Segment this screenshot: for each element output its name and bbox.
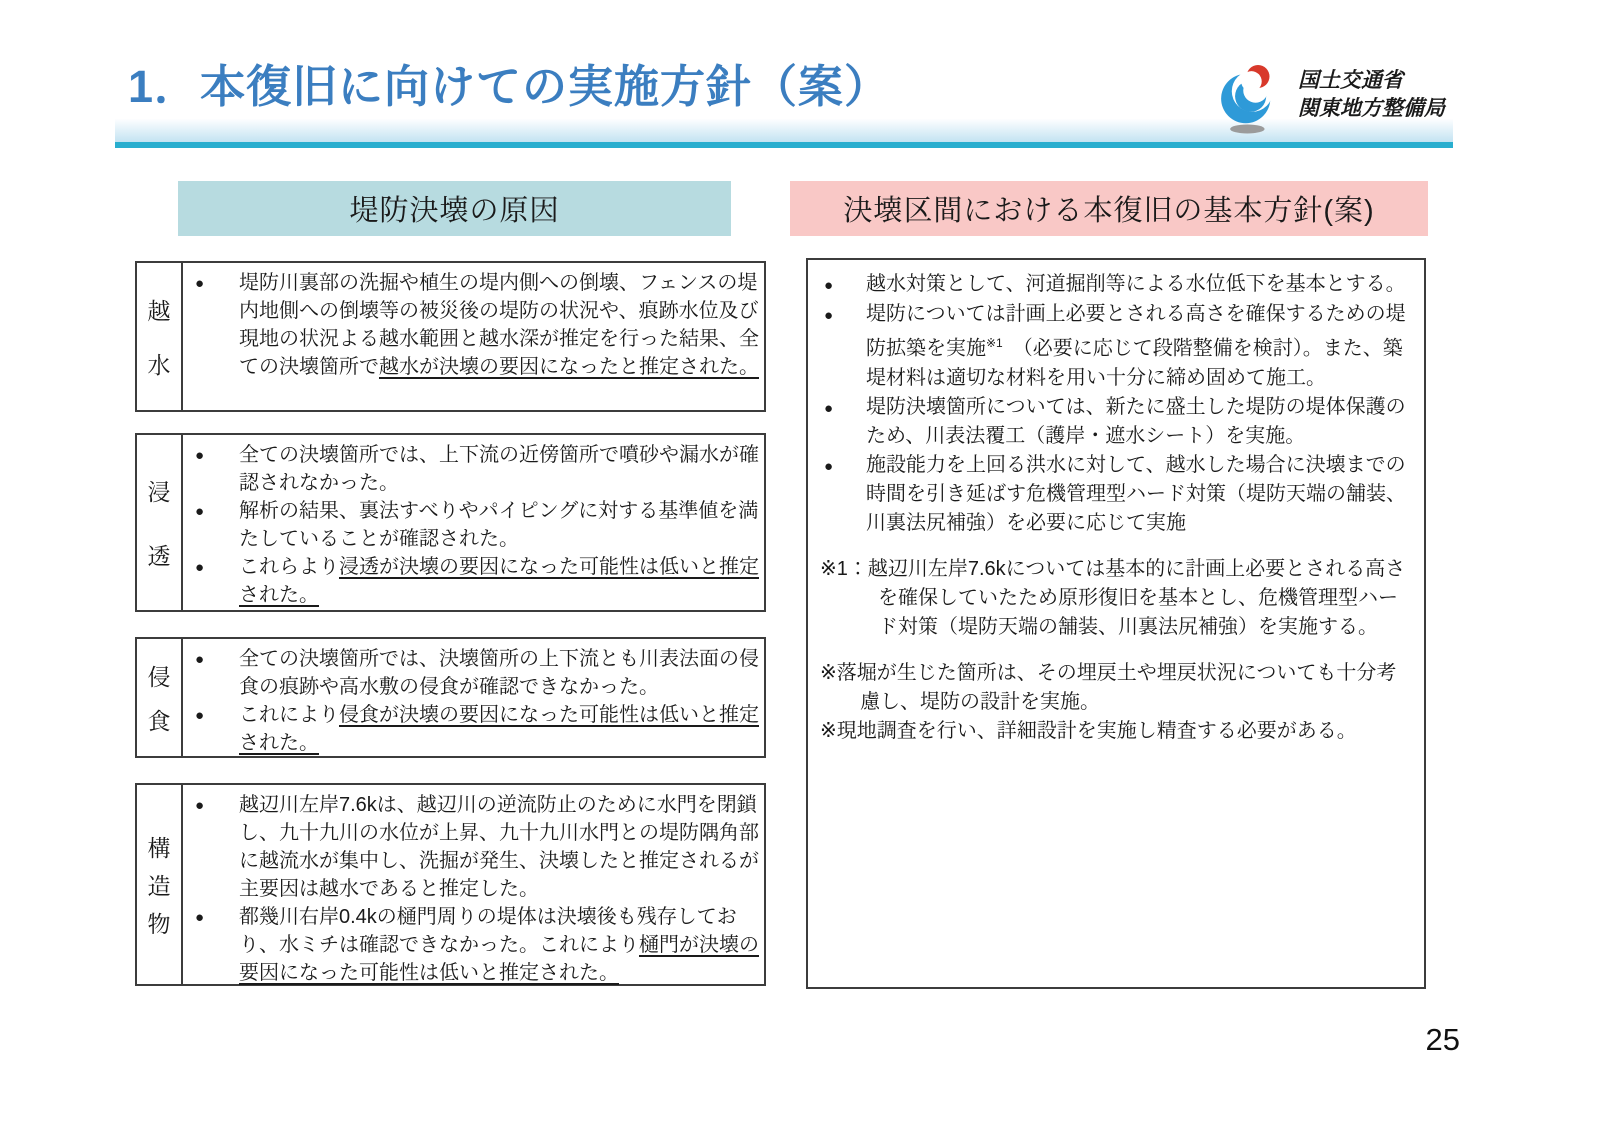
cause-bullet-list — [183, 435, 764, 613]
text-segment: 全ての決壊箇所では、決壊箇所の上下流とも川表法面の侵食の痕跡や高水敷の侵食が確認できなかった。 — [239, 648, 759, 698]
bullet-marker: ● — [195, 559, 205, 576]
category-label-char: 水 — [147, 352, 171, 379]
text-segment: これらより — [239, 556, 339, 578]
policy-bullet-list — [820, 268, 1416, 538]
text-segment: 越辺川左岸7.6kは、越辺川の逆流防止のために水門を閉鎖し、九十九川の水位が上昇、九十九川水門との堤防隅角部に越流水が集中し、洗掘が発生、決壊したと推定されるが主要因は越水であると推定した。 — [239, 794, 759, 900]
organization-names — [1298, 55, 1445, 123]
org-name-line1: 国土交通省 — [1298, 69, 1403, 92]
category-label-char: 越 — [147, 297, 171, 324]
left-column-header: 堤防決壊の原因 — [178, 181, 731, 236]
bullet-text — [239, 645, 760, 701]
footnote-item: ※落堀が生じた箇所は、その埋戻土や埋戻状況についても十分考慮し、堤防の設計を実施。 — [820, 661, 1397, 713]
category-label-char: 食 — [147, 708, 171, 735]
bullet-marker: ● — [195, 909, 205, 926]
organization-block — [1208, 55, 1445, 139]
underlined-text: 侵食が決壊の要因になった可能性は低いと推定された。 — [239, 704, 759, 754]
bullet-marker: ● — [195, 707, 205, 724]
category-label-char: 構 — [147, 835, 171, 861]
text-segment: 解析の結果、裏法すべりやパイピングに対する基準値を満たしていることが確認された。 — [239, 500, 759, 550]
bullet-item — [824, 300, 1416, 393]
category-label — [137, 263, 183, 410]
bullet-item — [824, 451, 1416, 538]
cause-box-body — [183, 263, 764, 410]
bullet-item — [195, 269, 760, 381]
right-column-header: 決壊区間における本復旧の基本方針(案) — [790, 181, 1428, 236]
underlined-text: 浸透が決壊の要因になった可能性は低いと推定された。 — [239, 556, 759, 606]
bullet-marker: ● — [195, 503, 205, 520]
page-number: 25 — [1425, 1022, 1460, 1057]
cause-box-body — [183, 639, 764, 756]
text-segment: 堤防川裏部の洗掘や植生の堤内側への倒壊、フェンスの堤内地側への倒壊等の被災後の堤防の状況や、痕跡水位及び現地の状況よる越水範囲と越水深が推定を行った結果、全ての決壊箇所で — [239, 272, 759, 378]
cause-box-1 — [135, 433, 766, 612]
bullet-item — [195, 441, 760, 497]
bullet-marker: ● — [195, 797, 205, 814]
bullet-marker: ● — [824, 399, 834, 417]
underlined-text: 越水が決壊の要因になったと推定された。 — [379, 356, 759, 378]
category-label-char: 透 — [147, 543, 171, 569]
bullet-marker: ● — [195, 651, 205, 668]
bullet-text — [239, 791, 760, 903]
cause-box-3 — [135, 783, 766, 986]
category-label — [137, 785, 183, 984]
bullet-item — [195, 791, 760, 903]
bullet-item — [195, 497, 760, 553]
category-label-char: 物 — [147, 911, 171, 937]
bullet-item — [195, 701, 760, 757]
text-segment: 全ての決壊箇所では、上下流の近傍箇所で噴砂や漏水が確認されなかった。 — [239, 444, 759, 494]
text-segment: 都幾川右岸0.4kの樋門周りの堤体は決壊後も残存しており、水ミチは確認できなかった。これにより — [239, 906, 737, 956]
bullet-item — [195, 903, 760, 987]
bullet-text — [239, 441, 760, 497]
bullet-text — [239, 269, 760, 381]
text-segment: 施設能力を上回る洪水に対して、越水した場合に決壊までの時間を引き延ばす危機管理型ハード対策（堤防天端の舗装、川裏法尻補強）を必要に応じて実施 — [866, 453, 1406, 534]
bullet-text — [239, 903, 760, 987]
footnote-item: ※現地調査を行い、詳細設計を実施し精査する必要がある。 — [820, 719, 1357, 742]
category-label — [137, 435, 183, 610]
mlit-logo-icon — [1208, 55, 1290, 139]
text-segment: これにより — [239, 704, 339, 726]
bullet-marker: ● — [824, 277, 834, 294]
bullet-marker: ● — [824, 307, 834, 324]
cause-box-2 — [135, 637, 766, 758]
footnote-1: ※1：越辺川左岸7.6kについては基本的に計画上必要とされる高さを確保していたため原形復旧を基本とし、危機管理型ハード対策（堤防天端の舗装、川裏法尻補強）を実施する。 — [820, 557, 1406, 638]
bullet-item — [824, 393, 1416, 451]
text-segment: 越水対策として、河道掘削等による水位低下を基本とする。 — [866, 273, 1406, 295]
bullet-text — [239, 701, 760, 757]
title-underline-rule — [115, 142, 1453, 148]
bullet-item — [824, 270, 1416, 300]
bullet-marker: ● — [195, 447, 205, 464]
org-name-line2: 関東地方整備局 — [1298, 97, 1445, 120]
bullet-text — [866, 270, 1416, 300]
superscript-ref: ※1 — [986, 336, 1003, 350]
bullet-text — [239, 553, 760, 609]
text-segment: 堤防については計画上必要とされる高さを確保するための堤防拡築を実施 — [866, 303, 1406, 360]
text-segment: 堤防決壊箇所については、新たに盛土した堤防の堤体保護のため、川表法覆工（護岸・遮水シート）を実施。 — [866, 395, 1406, 447]
cause-box-body — [183, 785, 764, 984]
category-label-char: 造 — [147, 873, 171, 899]
underlined-text: 樋門が決壊の要因になった可能性は低いと推定された。 — [239, 934, 759, 984]
cause-box-0 — [135, 261, 766, 412]
policy-box — [806, 258, 1426, 989]
footnote-list — [820, 659, 1416, 746]
bullet-marker: ● — [824, 457, 834, 475]
bullet-text — [866, 300, 1416, 393]
page-title: 1．本復旧に向けての実施方針（案） — [128, 61, 891, 112]
bullet-item — [195, 553, 760, 609]
bullet-item — [195, 645, 760, 701]
cause-bullet-list — [183, 785, 764, 991]
text-segment: （必要に応じて段階整備を検討）。また、築堤材料は適切な材料を用い十分に締め固めて施工。 — [866, 337, 1403, 389]
cause-box-body — [183, 435, 764, 610]
bullet-text — [239, 497, 760, 553]
bullet-text — [866, 393, 1416, 451]
cause-bullet-list — [183, 263, 764, 385]
cause-bullet-list — [183, 639, 764, 761]
category-label — [137, 639, 183, 756]
bullet-marker: ● — [195, 275, 205, 292]
category-label-char: 侵 — [147, 663, 171, 690]
bullet-text — [866, 451, 1416, 538]
category-label-char: 浸 — [147, 479, 171, 505]
